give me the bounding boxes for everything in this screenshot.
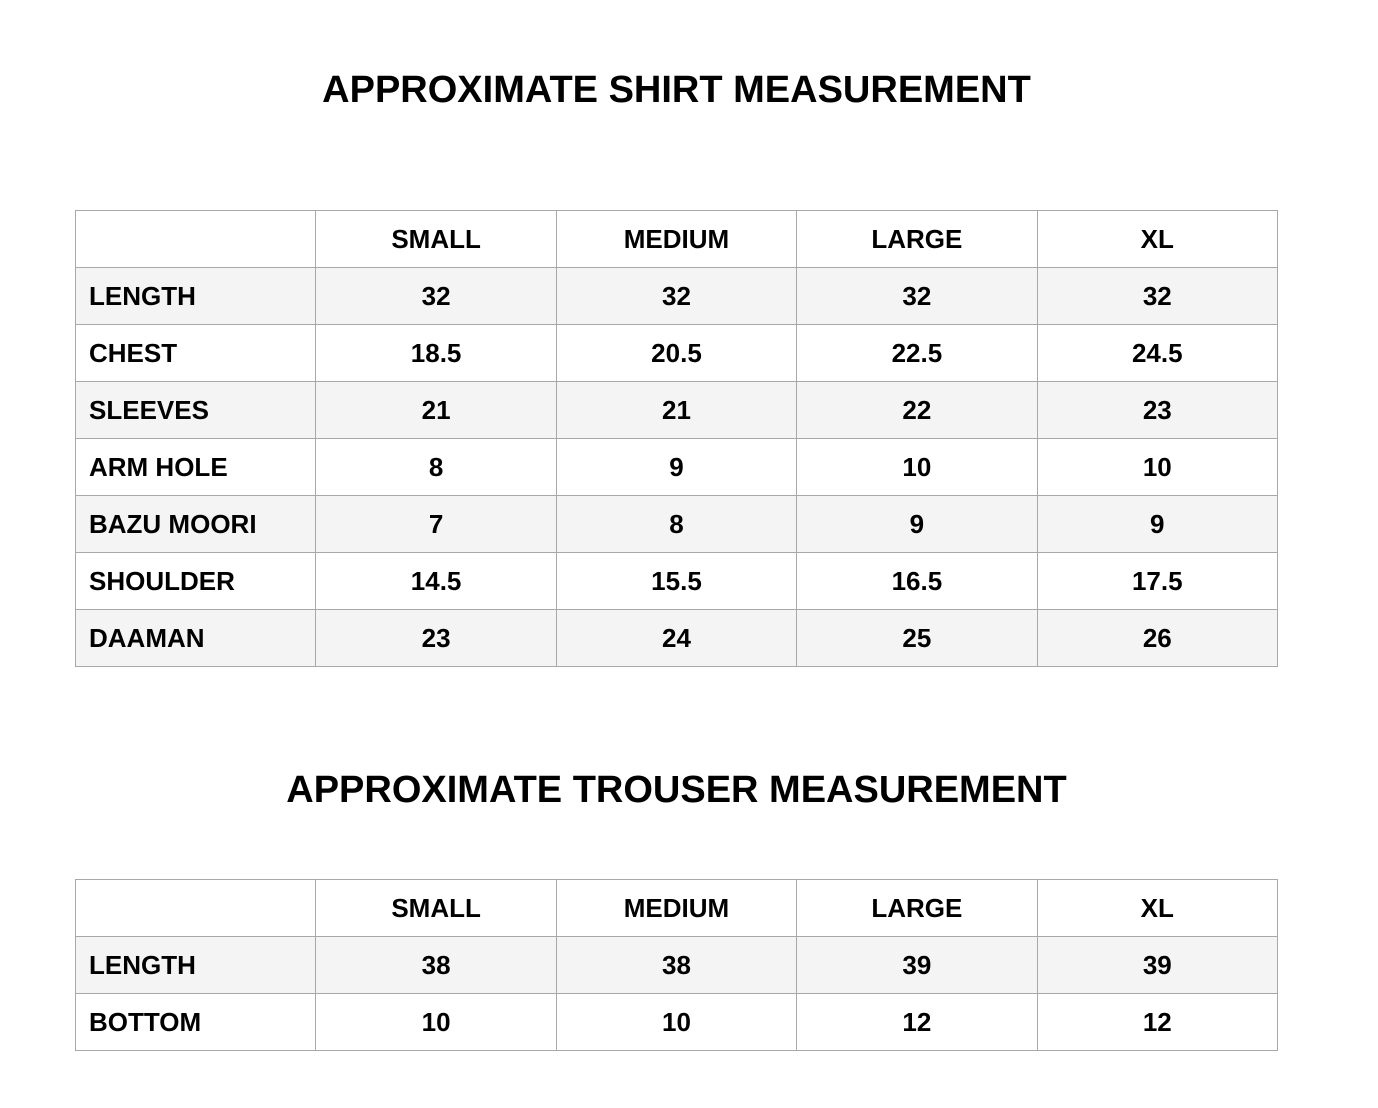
value-small: 10 bbox=[316, 994, 556, 1051]
value-small: 23 bbox=[316, 610, 556, 667]
value-medium: 10 bbox=[556, 994, 796, 1051]
value-large: 22 bbox=[797, 382, 1037, 439]
corner-header-cell bbox=[76, 211, 316, 268]
column-header-small: SMALL bbox=[316, 880, 556, 937]
value-xl: 23 bbox=[1037, 382, 1277, 439]
row-label: SLEEVES bbox=[76, 382, 316, 439]
shirt-measurement-table bbox=[75, 210, 1278, 667]
table-row-bazu-moori bbox=[76, 496, 1278, 553]
value-small: 21 bbox=[316, 382, 556, 439]
table-row-length bbox=[76, 268, 1278, 325]
value-medium: 32 bbox=[556, 268, 796, 325]
column-header-medium: MEDIUM bbox=[556, 880, 796, 937]
value-medium: 24 bbox=[556, 610, 796, 667]
value-large: 10 bbox=[797, 439, 1037, 496]
value-xl: 10 bbox=[1037, 439, 1277, 496]
row-label: ARM HOLE bbox=[76, 439, 316, 496]
value-large: 12 bbox=[797, 994, 1037, 1051]
value-medium: 21 bbox=[556, 382, 796, 439]
value-small: 18.5 bbox=[316, 325, 556, 382]
value-large: 32 bbox=[797, 268, 1037, 325]
row-label: BOTTOM bbox=[76, 994, 316, 1051]
value-medium: 8 bbox=[556, 496, 796, 553]
table-row-daaman bbox=[76, 610, 1278, 667]
shirt-header-row bbox=[76, 211, 1278, 268]
value-small: 32 bbox=[316, 268, 556, 325]
table-row-shoulder bbox=[76, 553, 1278, 610]
trouser-header-row bbox=[76, 880, 1278, 937]
value-large: 16.5 bbox=[797, 553, 1037, 610]
trouser-section-title: APPROXIMATE TROUSER MEASUREMENT bbox=[286, 769, 1067, 811]
value-medium: 9 bbox=[556, 439, 796, 496]
table-row-sleeves bbox=[76, 382, 1278, 439]
value-xl: 17.5 bbox=[1037, 553, 1277, 610]
value-small: 38 bbox=[316, 937, 556, 994]
value-xl: 32 bbox=[1037, 268, 1277, 325]
value-small: 14.5 bbox=[316, 553, 556, 610]
column-header-xl: XL bbox=[1037, 211, 1277, 268]
row-label: DAAMAN bbox=[76, 610, 316, 667]
value-medium: 15.5 bbox=[556, 553, 796, 610]
value-xl: 9 bbox=[1037, 496, 1277, 553]
column-header-large: LARGE bbox=[797, 211, 1037, 268]
value-large: 39 bbox=[797, 937, 1037, 994]
value-large: 9 bbox=[797, 496, 1037, 553]
table-row-length bbox=[76, 937, 1278, 994]
value-xl: 26 bbox=[1037, 610, 1277, 667]
column-header-large: LARGE bbox=[797, 880, 1037, 937]
column-header-small: SMALL bbox=[316, 211, 556, 268]
trouser-measurement-table bbox=[75, 879, 1278, 1051]
row-label: BAZU MOORI bbox=[76, 496, 316, 553]
row-label: CHEST bbox=[76, 325, 316, 382]
value-small: 8 bbox=[316, 439, 556, 496]
value-large: 22.5 bbox=[797, 325, 1037, 382]
value-large: 25 bbox=[797, 610, 1037, 667]
value-xl: 39 bbox=[1037, 937, 1277, 994]
value-xl: 12 bbox=[1037, 994, 1277, 1051]
table-row-chest bbox=[76, 325, 1278, 382]
table-row-bottom bbox=[76, 994, 1278, 1051]
column-header-xl: XL bbox=[1037, 880, 1277, 937]
row-label: LENGTH bbox=[76, 937, 316, 994]
value-medium: 20.5 bbox=[556, 325, 796, 382]
value-small: 7 bbox=[316, 496, 556, 553]
corner-header-cell bbox=[76, 880, 316, 937]
value-medium: 38 bbox=[556, 937, 796, 994]
row-label: LENGTH bbox=[76, 268, 316, 325]
shirt-section-title: APPROXIMATE SHIRT MEASUREMENT bbox=[322, 69, 1031, 111]
table-row-arm-hole bbox=[76, 439, 1278, 496]
row-label: SHOULDER bbox=[76, 553, 316, 610]
value-xl: 24.5 bbox=[1037, 325, 1277, 382]
content-area bbox=[75, 0, 1278, 1051]
column-header-medium: MEDIUM bbox=[556, 211, 796, 268]
